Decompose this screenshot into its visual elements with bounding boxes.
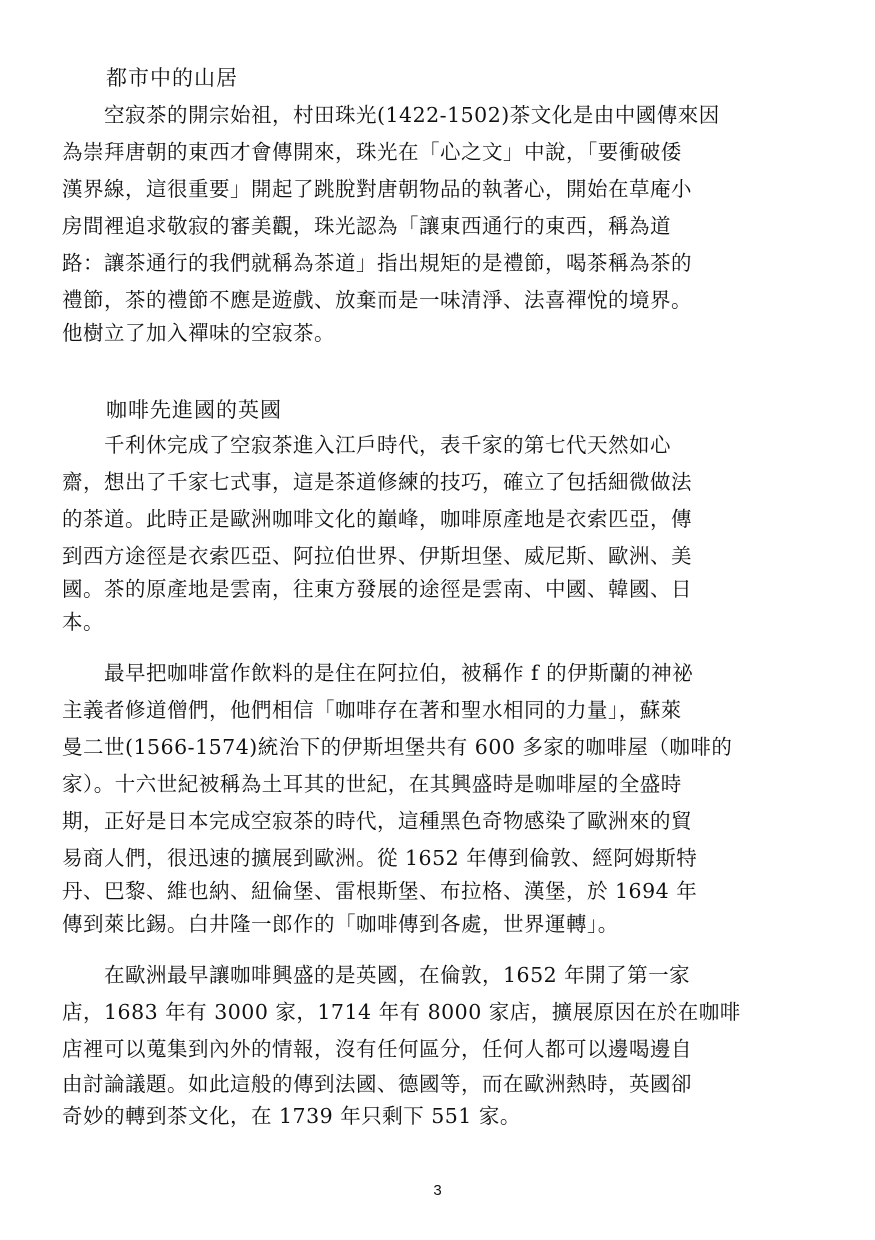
text-line: 為崇拜唐朝的東西才會傳開來，珠光在「心之文」中說，「要衝破倭 — [62, 140, 682, 164]
text-line: 由討論議題。如此這般的傳到法國、德國等，而在歐洲熱時，英國卻 — [62, 1072, 692, 1096]
text-line: 店，1683 年有 3000 家，1714 年有 8000 家店，擴展原因在於在咖啡 — [62, 1000, 741, 1024]
text-line: 禮節，茶的禮節不應是遊戲、放棄而是一味清淨、法喜禪悅的境界。 — [62, 288, 692, 312]
text-line: 丹、巴黎、維也納、紐倫堡、雷根斯堡、布拉格、漢堡，於 1694 年 — [62, 879, 698, 903]
section-heading: 都市中的山居 — [106, 66, 238, 90]
text-line: 房間裡追求敬寂的審美觀，珠光認為「讓東西通行的東西，稱為道 — [62, 214, 671, 238]
text-line: 傳到萊比錫。白井隆一郎作的「咖啡傳到各處，世界運轉」。 — [62, 912, 619, 936]
text-line: 家）。十六世紀被稱為土耳其的世紀，在其興盛時是咖啡屋的全盛時 — [62, 772, 682, 796]
text-line: 奇妙的轉到茶文化，在 1739 年只剩下 551 家。 — [62, 1104, 521, 1128]
text-line: 易商人們，很迅速的擴展到歐洲。從 1652 年傳到倫敦、經阿姆斯特 — [62, 846, 698, 870]
text-line: 在歐洲最早讓咖啡興盛的是英國，在倫敦，1652 年開了第一家 — [104, 963, 691, 987]
text-line: 他樹立了加入禪味的空寂茶。 — [62, 321, 335, 345]
text-line: 店裡可以蒐集到內外的情報，沒有任何區分，任何人都可以邊喝邊自 — [62, 1037, 692, 1061]
text-line: 本。 — [62, 610, 104, 634]
section-heading: 咖啡先進國的英國 — [106, 398, 282, 422]
text-line: 千利休完成了空寂茶進入江戶時代，表千家的第七代天然如心 — [104, 433, 671, 457]
text-line: 主義者修道僧們，他們相信「咖啡存在著和聖水相同的力量」，蘇萊 — [62, 698, 682, 722]
page-number: 3 — [433, 1182, 442, 1199]
text-line: 期，正好是日本完成空寂茶的時代，這種黑色奇物感染了歐洲來的貿 — [62, 809, 692, 833]
text-line: 到西方途徑是衣索匹亞、阿拉伯世界、伊斯坦堡、威尼斯、歐洲、美 — [62, 544, 692, 568]
text-line: 國。茶的原產地是雲南，往東方發展的途徑是雲南、中國、韓國、日 — [62, 577, 692, 601]
text-line: 路：讓茶通行的我們就稱為茶道」指出規矩的是禮節，喝茶稱為茶的 — [62, 251, 692, 275]
text-line: 最早把咖啡當作飲料的是住在阿拉伯，被稱作 f 的伊斯蘭的神祕 — [104, 661, 694, 685]
text-line: 齋，想出了千家七式事，這是茶道修練的技巧，確立了包括細微做法 — [62, 470, 692, 494]
text-line: 空寂茶的開宗始祖，村田珠光(1422-1502)茶文化是由中國傳來因 — [104, 103, 720, 127]
text-line: 漢界線，這很重要」開起了跳脫對唐朝物品的執著心，開始在草庵小 — [62, 177, 692, 201]
text-line: 的茶道。此時正是歐洲咖啡文化的巔峰，咖啡原產地是衣索匹亞，傳 — [62, 507, 692, 531]
text-line: 曼二世(1566-1574)統治下的伊斯坦堡共有 600 多家的咖啡屋（咖啡的 — [62, 735, 733, 759]
